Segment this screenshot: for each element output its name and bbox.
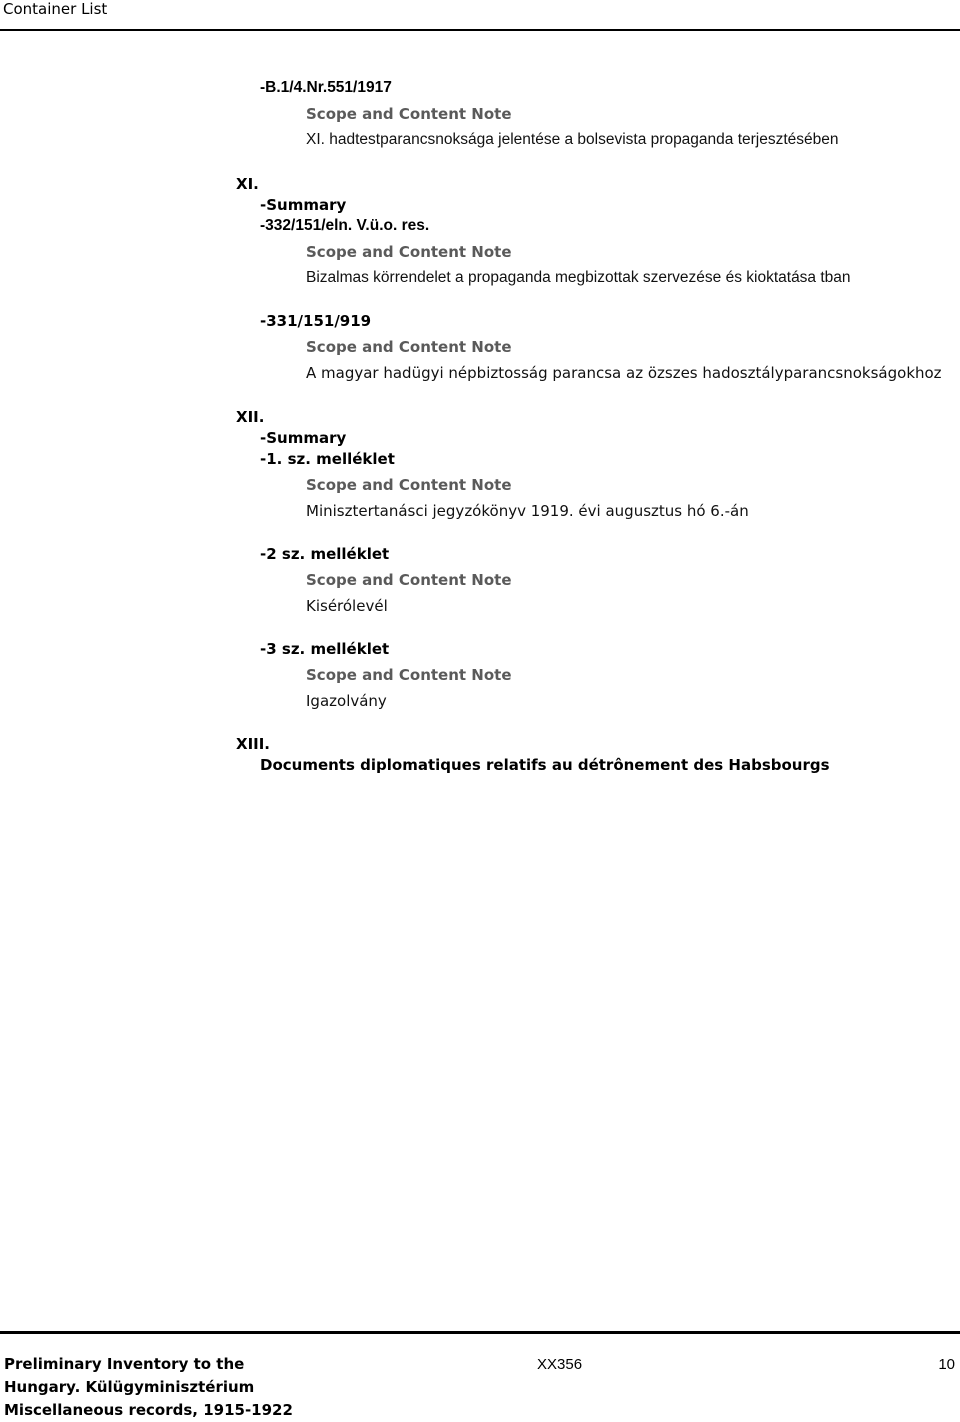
series-title: Documents diplomatiques relatifs au détrônement des Habsbourgs — [260, 756, 830, 774]
scope-note: XI. hadtestparancsnoksága jelentése a bolsevista propaganda terjesztésében — [306, 131, 839, 148]
footer-title-line: Preliminary Inventory to the — [4, 1355, 245, 1373]
scope-note: A magyar hadügyi népbiztosság parancsa az özszes hadosztályparancsnokságokhoz — [306, 364, 942, 382]
entry-code: -331/151/919 — [260, 312, 372, 330]
series-number: XIII. — [236, 735, 271, 753]
entry-code: -1. sz. melléklet — [260, 450, 395, 468]
footer-collection-id: XX356 — [537, 1356, 583, 1373]
entry-code: -B.1/4.Nr.551/1917 — [260, 79, 392, 96]
scope-label: Scope and Content Note — [306, 338, 512, 356]
scope-label: Scope and Content Note — [306, 105, 512, 123]
entry-code: -2 sz. melléklet — [260, 545, 390, 563]
summary-label: -Summary — [260, 429, 347, 447]
scope-note: Kisérólevél — [306, 597, 388, 615]
entry-code: -332/151/eln. V.ü.o. res. — [260, 217, 430, 234]
page-header-title: Container List — [3, 0, 108, 18]
header-divider — [0, 29, 960, 31]
series-number: XI. — [236, 175, 259, 193]
scope-note: Minisztertanásci jegyzókönyv 1919. évi augusztus hó 6.-án — [306, 502, 749, 520]
footer-title-line: Miscellaneous records, 1915-1922 — [4, 1401, 293, 1419]
scope-label: Scope and Content Note — [306, 571, 512, 589]
scope-label: Scope and Content Note — [306, 666, 512, 684]
entry-code: -3 sz. melléklet — [260, 640, 390, 658]
footer-title-line: Hungary. Külügyminisztérium — [4, 1378, 255, 1396]
scope-label: Scope and Content Note — [306, 476, 512, 494]
scope-note: Bizalmas körrendelet a propaganda megbizottak szervezése és kioktatása tban — [306, 269, 851, 286]
scope-label: Scope and Content Note — [306, 243, 512, 261]
scope-note: Igazolvány — [306, 692, 387, 710]
footer-page-number: 10 — [938, 1356, 955, 1373]
summary-label: -Summary — [260, 196, 347, 214]
footer-collection-title — [4, 1353, 293, 1422]
footer-divider — [0, 1331, 960, 1334]
series-number: XII. — [236, 408, 265, 426]
